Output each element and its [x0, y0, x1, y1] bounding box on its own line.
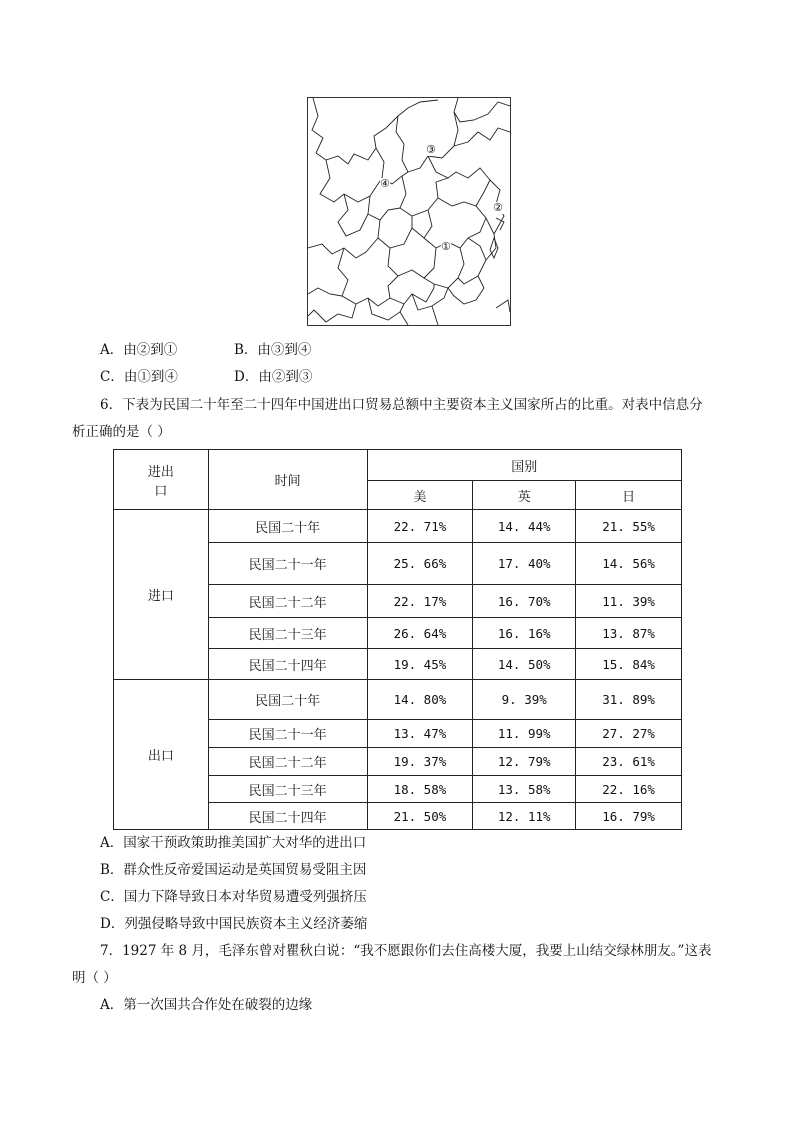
value-cell: 26. 64% [367, 618, 473, 649]
header-time-cell: 时间 [208, 450, 367, 510]
group-import-cell: 进口 [114, 510, 209, 680]
value-cell: 16. 79% [576, 803, 682, 830]
province-boundaries [308, 98, 510, 325]
value-cell: 19. 37% [367, 748, 473, 776]
q7-option-a: A．第一次国共合作处在破裂的边缘 [100, 997, 313, 1013]
map-marker-2: ② [493, 201, 503, 214]
value-cell: 14. 56% [576, 543, 682, 585]
year-cell: 民国二十一年 [208, 543, 367, 585]
value-cell: 11. 39% [576, 585, 682, 618]
map-marker-4: ④ [380, 177, 390, 190]
map-marker-3: ③ [426, 143, 436, 156]
value-cell: 14. 44% [473, 510, 576, 543]
header-country-cell: 国别 [367, 450, 682, 481]
header-country-us: 美 [367, 481, 473, 510]
value-cell: 21. 50% [367, 803, 473, 830]
q7-stem-line1: 7．1927 年 8 月，毛泽东曾对瞿秋白说：“我不愿跟你们去住高楼大厦，我要上山结交绿林朋友。”这表 [100, 943, 712, 959]
value-cell: 12. 11% [473, 803, 576, 830]
value-cell: 18. 58% [367, 776, 473, 803]
q6-option-b: B．群众性反帝爱国运动是英国贸易受阻主因 [100, 862, 367, 878]
q5-option-c: C．由①到④ [100, 369, 178, 385]
header-type-line1: 进出 [147, 464, 174, 480]
group-export-cell: 出口 [114, 680, 209, 830]
value-cell: 21. 55% [576, 510, 682, 543]
value-cell: 9. 39% [473, 680, 576, 720]
q6-stem-line1: 6．下表为民国二十年至二十四年中国进出口贸易总额中主要资本主义国家所占的比重。对表中信息分 [100, 397, 703, 413]
trade-share-table [113, 449, 682, 830]
value-cell: 13. 47% [367, 720, 473, 748]
value-cell: 16. 16% [473, 618, 576, 649]
header-country-jp: 日 [576, 481, 682, 510]
value-cell: 22. 71% [367, 510, 473, 543]
value-cell: 15. 84% [576, 649, 682, 680]
year-cell: 民国二十三年 [208, 776, 367, 803]
map-figure [307, 97, 511, 326]
year-cell: 民国二十二年 [208, 585, 367, 618]
value-cell: 25. 66% [367, 543, 473, 585]
q6-option-c: C．国力下降导致日本对华贸易遭受列强挤压 [100, 889, 367, 905]
year-cell: 民国二十四年 [208, 803, 367, 830]
value-cell: 31. 89% [576, 680, 682, 720]
year-cell: 民国二十年 [208, 680, 367, 720]
value-cell: 13. 58% [473, 776, 576, 803]
value-cell: 22. 17% [367, 585, 473, 618]
table-row [114, 510, 682, 543]
year-cell: 民国二十二年 [208, 748, 367, 776]
year-cell: 民国二十四年 [208, 649, 367, 680]
year-cell: 民国二十一年 [208, 720, 367, 748]
value-cell: 16. 70% [473, 585, 576, 618]
value-cell: 14. 80% [367, 680, 473, 720]
value-cell: 14. 50% [473, 649, 576, 680]
table-row [114, 680, 682, 720]
q6-option-d: D．列强侵略导致中国民族资本主义经济萎缩 [100, 916, 368, 932]
header-type-cell [114, 450, 209, 510]
year-cell: 民国二十三年 [208, 618, 367, 649]
table-header-row [114, 450, 682, 481]
value-cell: 27. 27% [576, 720, 682, 748]
value-cell: 22. 16% [576, 776, 682, 803]
map-marker-1: ① [441, 240, 451, 253]
value-cell: 12. 79% [473, 748, 576, 776]
q7-stem-line2: 明（ ） [72, 970, 117, 986]
q6-option-a: A．国家干预政策助推美国扩大对华的进出口 [100, 835, 367, 851]
value-cell: 17. 40% [473, 543, 576, 585]
year-cell: 民国二十年 [208, 510, 367, 543]
q5-option-d: D．由②到③ [234, 369, 313, 385]
q5-option-a: A．由②到① [100, 342, 178, 358]
value-cell: 23. 61% [576, 748, 682, 776]
q5-option-b: B．由③到④ [234, 342, 312, 358]
value-cell: 11. 99% [473, 720, 576, 748]
header-country-uk: 英 [473, 481, 576, 510]
header-type-line2: 口 [154, 483, 168, 499]
q6-stem-line2: 析正确的是（ ） [72, 424, 171, 440]
value-cell: 19. 45% [367, 649, 473, 680]
value-cell: 13. 87% [576, 618, 682, 649]
